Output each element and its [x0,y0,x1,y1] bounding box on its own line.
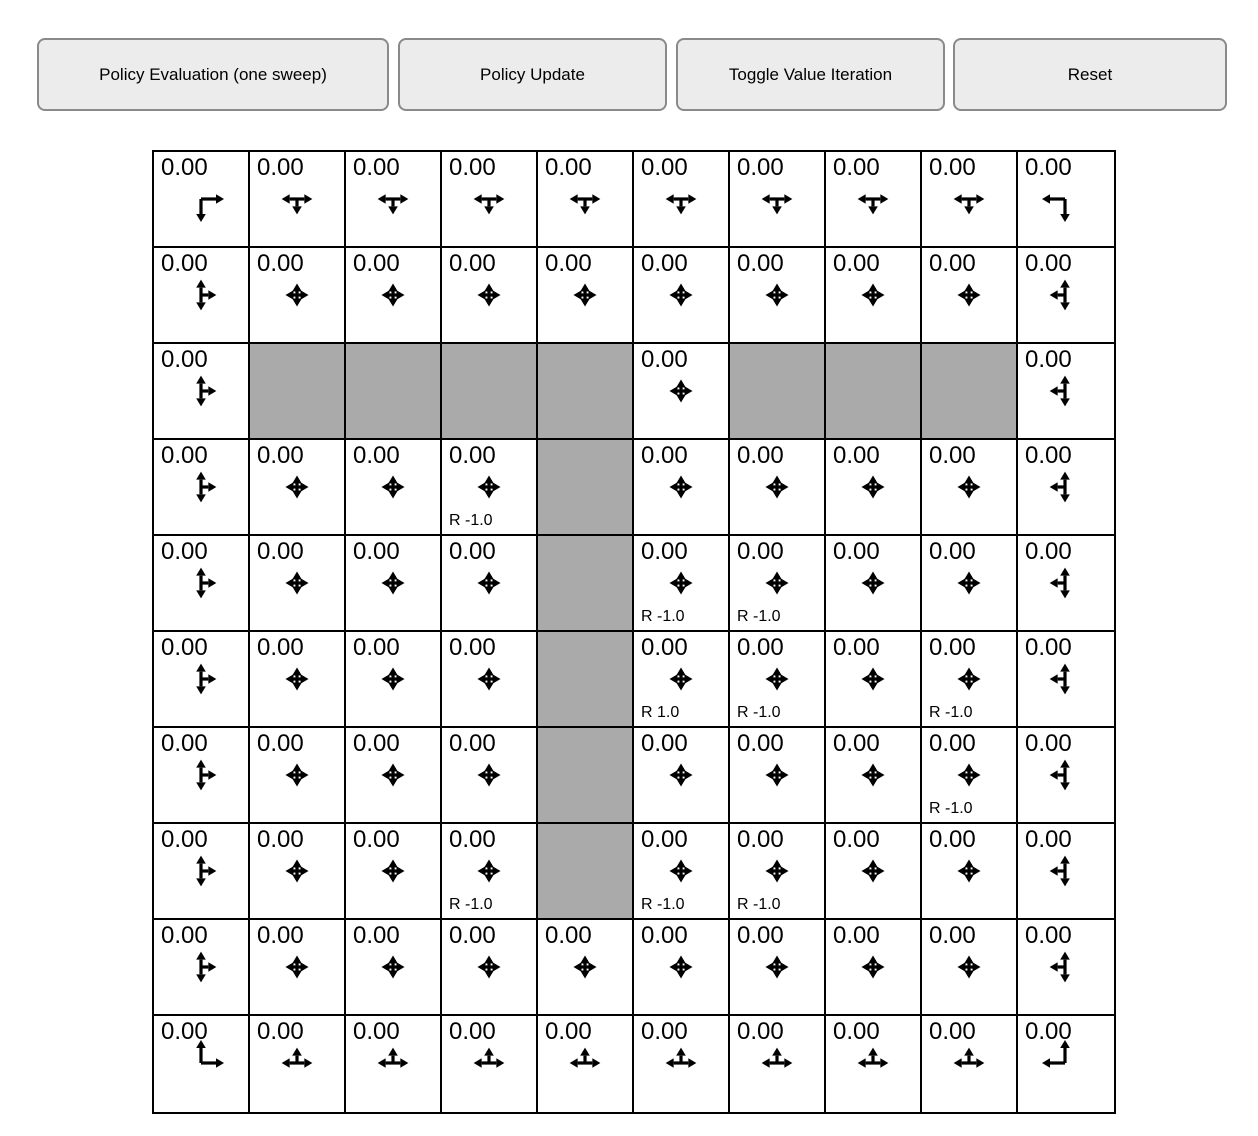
cell-value: 0.00 [833,826,880,853]
grid-cell[interactable] [826,440,922,536]
grid-cell[interactable] [250,1016,346,1112]
cell-value: 0.00 [1025,538,1072,565]
grid-cell[interactable] [154,824,250,920]
cell-value: 0.00 [257,250,304,277]
grid-cell[interactable] [442,824,538,920]
grid-cell[interactable] [442,920,538,1016]
grid-cell[interactable] [154,536,250,632]
grid-cell[interactable] [826,152,922,248]
grid-cell[interactable] [826,248,922,344]
grid-cell[interactable] [442,632,538,728]
cell-value: 0.00 [833,922,880,949]
cell-value: 0.00 [449,634,496,661]
cell-value: 0.00 [833,250,880,277]
cell-value: 0.00 [353,922,400,949]
grid-cell[interactable] [730,440,826,536]
grid-cell[interactable] [730,920,826,1016]
cell-value: 0.00 [641,346,688,373]
cell-value: 0.00 [257,442,304,469]
cell-value: 0.00 [161,154,208,181]
cell-value: 0.00 [353,634,400,661]
grid-cell-wall [346,344,442,440]
cell-value: 0.00 [161,730,208,757]
grid-cell-wall [538,536,634,632]
grid-cell-wall [538,344,634,440]
cell-value: 0.00 [1025,442,1072,469]
grid-cell[interactable] [1018,152,1114,248]
cell-value: 0.00 [257,154,304,181]
cell-value: 0.00 [257,634,304,661]
grid-cell[interactable] [922,248,1018,344]
grid-cell[interactable] [1018,728,1114,824]
cell-value: 0.00 [1025,730,1072,757]
grid-cell[interactable] [538,920,634,1016]
grid-cell[interactable] [250,440,346,536]
grid-cell[interactable] [346,920,442,1016]
cell-value: 0.00 [257,730,304,757]
cell-value: 0.00 [353,1018,400,1045]
cell-value: 0.00 [833,730,880,757]
grid-cell[interactable] [826,536,922,632]
grid-cell-wall [442,344,538,440]
cell-value: 0.00 [257,538,304,565]
cell-value: 0.00 [929,442,976,469]
cell-value: 0.00 [737,538,784,565]
grid-cell[interactable] [634,536,730,632]
grid-cell[interactable] [634,440,730,536]
grid-cell[interactable] [634,632,730,728]
grid-cell[interactable] [250,152,346,248]
cell-value: 0.00 [929,730,976,757]
cell-value: 0.00 [1025,250,1072,277]
cell-value: 0.00 [929,634,976,661]
cell-value: 0.00 [929,538,976,565]
cell-value: 0.00 [641,1018,688,1045]
grid-cell[interactable] [154,1016,250,1112]
grid-cell[interactable] [250,824,346,920]
cell-reward: R -1.0 [737,896,781,913]
grid-cell[interactable] [154,632,250,728]
cell-value: 0.00 [161,346,208,373]
grid-cell[interactable] [346,440,442,536]
cell-value: 0.00 [833,634,880,661]
cell-value: 0.00 [161,634,208,661]
cell-value: 0.00 [737,154,784,181]
grid-cell-wall [538,440,634,536]
grid-cell[interactable] [154,728,250,824]
grid-cell[interactable] [922,536,1018,632]
cell-value: 0.00 [545,154,592,181]
cell-reward: R -1.0 [641,608,685,625]
cell-value: 0.00 [1025,634,1072,661]
grid-cell[interactable] [250,920,346,1016]
grid-cell[interactable] [1018,920,1114,1016]
cell-value: 0.00 [1025,922,1072,949]
toggle-value-iteration-button[interactable]: Toggle Value Iteration [676,38,945,111]
grid-cell[interactable] [442,152,538,248]
cell-value: 0.00 [641,250,688,277]
cell-value: 0.00 [353,442,400,469]
cell-value: 0.00 [545,250,592,277]
grid-cell[interactable] [346,152,442,248]
cell-value: 0.00 [449,730,496,757]
cell-value: 0.00 [449,538,496,565]
grid-cell[interactable] [442,440,538,536]
cell-value: 0.00 [161,1018,208,1045]
cell-value: 0.00 [257,826,304,853]
grid-cell[interactable] [634,344,730,440]
grid-cell[interactable] [826,632,922,728]
grid-cell[interactable] [922,1016,1018,1112]
cell-value: 0.00 [641,922,688,949]
cell-value: 0.00 [1025,826,1072,853]
cell-value: 0.00 [449,154,496,181]
grid-cell[interactable] [346,536,442,632]
grid-cell[interactable] [154,152,250,248]
grid-cell[interactable] [250,536,346,632]
grid-cell[interactable] [1018,344,1114,440]
grid-cell[interactable] [826,1016,922,1112]
cell-value: 0.00 [353,538,400,565]
cell-reward: R -1.0 [929,704,973,721]
policy-evaluation-button[interactable]: Policy Evaluation (one sweep) [37,38,389,111]
cell-value: 0.00 [833,154,880,181]
grid-cell[interactable] [1018,824,1114,920]
grid-cell[interactable] [346,248,442,344]
cell-value: 0.00 [833,442,880,469]
grid-cell[interactable] [922,152,1018,248]
grid-cell-wall [730,344,826,440]
grid-cell[interactable] [442,248,538,344]
grid-cell[interactable] [922,440,1018,536]
grid-cell[interactable] [250,248,346,344]
grid-cell[interactable] [922,920,1018,1016]
grid-cell[interactable] [538,248,634,344]
grid-cell[interactable] [634,248,730,344]
grid-cell-wall [826,344,922,440]
cell-value: 0.00 [449,442,496,469]
cell-reward: R -1.0 [929,800,973,817]
cell-value: 0.00 [257,922,304,949]
cell-value: 0.00 [161,250,208,277]
grid-cell-wall [538,728,634,824]
grid-cell[interactable] [634,824,730,920]
cell-value: 0.00 [737,730,784,757]
grid-cell[interactable] [346,728,442,824]
cell-value: 0.00 [353,730,400,757]
grid-cell-wall [538,632,634,728]
grid-cell[interactable] [730,632,826,728]
grid-cell-wall [922,344,1018,440]
cell-value: 0.00 [353,250,400,277]
grid-cell-wall [538,824,634,920]
cell-value: 0.00 [737,826,784,853]
grid-cell[interactable] [538,152,634,248]
cell-value: 0.00 [353,826,400,853]
grid-cell[interactable] [346,1016,442,1112]
cell-reward: R -1.0 [449,896,493,913]
cell-reward: R 1.0 [641,704,680,721]
grid-cell[interactable] [442,1016,538,1112]
cell-value: 0.00 [449,922,496,949]
cell-value: 0.00 [449,250,496,277]
cell-value: 0.00 [737,442,784,469]
cell-value: 0.00 [641,826,688,853]
grid-cell[interactable] [922,728,1018,824]
cell-value: 0.00 [641,730,688,757]
grid-cell[interactable] [1018,536,1114,632]
grid-cell[interactable] [154,920,250,1016]
cell-value: 0.00 [353,154,400,181]
cell-value: 0.00 [737,1018,784,1045]
grid-cell[interactable] [730,824,826,920]
cell-reward: R -1.0 [641,896,685,913]
cell-value: 0.00 [1025,1018,1072,1045]
grid-cell[interactable] [538,1016,634,1112]
cell-value: 0.00 [449,1018,496,1045]
grid-cell[interactable] [634,1016,730,1112]
cell-value: 0.00 [545,1018,592,1045]
grid-cell[interactable] [1018,1016,1114,1112]
cell-value: 0.00 [545,922,592,949]
grid-cell[interactable] [1018,248,1114,344]
cell-reward: R -1.0 [737,704,781,721]
grid-cell[interactable] [922,824,1018,920]
grid-cell[interactable] [250,632,346,728]
cell-value: 0.00 [737,634,784,661]
cell-value: 0.00 [161,538,208,565]
reset-button[interactable]: Reset [953,38,1227,111]
grid-cell[interactable] [442,728,538,824]
grid-cell-wall [250,344,346,440]
grid-cell[interactable] [154,344,250,440]
grid-cell[interactable] [922,632,1018,728]
grid-cell[interactable] [634,152,730,248]
cell-value: 0.00 [641,442,688,469]
cell-value: 0.00 [1025,154,1072,181]
cell-value: 0.00 [641,634,688,661]
cell-value: 0.00 [257,1018,304,1045]
policy-update-button[interactable]: Policy Update [398,38,667,111]
cell-value: 0.00 [929,250,976,277]
grid-cell[interactable] [154,440,250,536]
cell-reward: R -1.0 [449,512,493,529]
grid-cell[interactable] [346,824,442,920]
grid-cell[interactable] [154,248,250,344]
cell-value: 0.00 [929,826,976,853]
grid-cell[interactable] [730,152,826,248]
grid-cell[interactable] [826,920,922,1016]
cell-value: 0.00 [161,442,208,469]
cell-value: 0.00 [929,1018,976,1045]
cell-value: 0.00 [833,538,880,565]
grid-cell[interactable] [346,632,442,728]
toolbar [0,0,1258,130]
grid-cell[interactable] [1018,632,1114,728]
cell-value: 0.00 [1025,346,1072,373]
grid-cell[interactable] [730,728,826,824]
grid-cell[interactable] [634,920,730,1016]
cell-value: 0.00 [161,826,208,853]
grid-cell[interactable] [250,728,346,824]
grid-cell[interactable] [826,728,922,824]
grid-cell[interactable] [730,536,826,632]
cell-value: 0.00 [161,922,208,949]
cell-value: 0.00 [737,250,784,277]
cell-value: 0.00 [929,922,976,949]
cell-value: 0.00 [641,538,688,565]
grid-cell[interactable] [826,824,922,920]
cell-reward: R -1.0 [737,608,781,625]
cell-value: 0.00 [833,1018,880,1045]
grid-cell[interactable] [730,1016,826,1112]
cell-value: 0.00 [641,154,688,181]
cell-value: 0.00 [737,922,784,949]
cell-value: 0.00 [449,826,496,853]
grid-cell[interactable] [1018,440,1114,536]
gridworld-grid [152,150,1116,1114]
grid-cell[interactable] [730,248,826,344]
cell-value: 0.00 [929,154,976,181]
grid-cell[interactable] [442,536,538,632]
grid-cell[interactable] [634,728,730,824]
